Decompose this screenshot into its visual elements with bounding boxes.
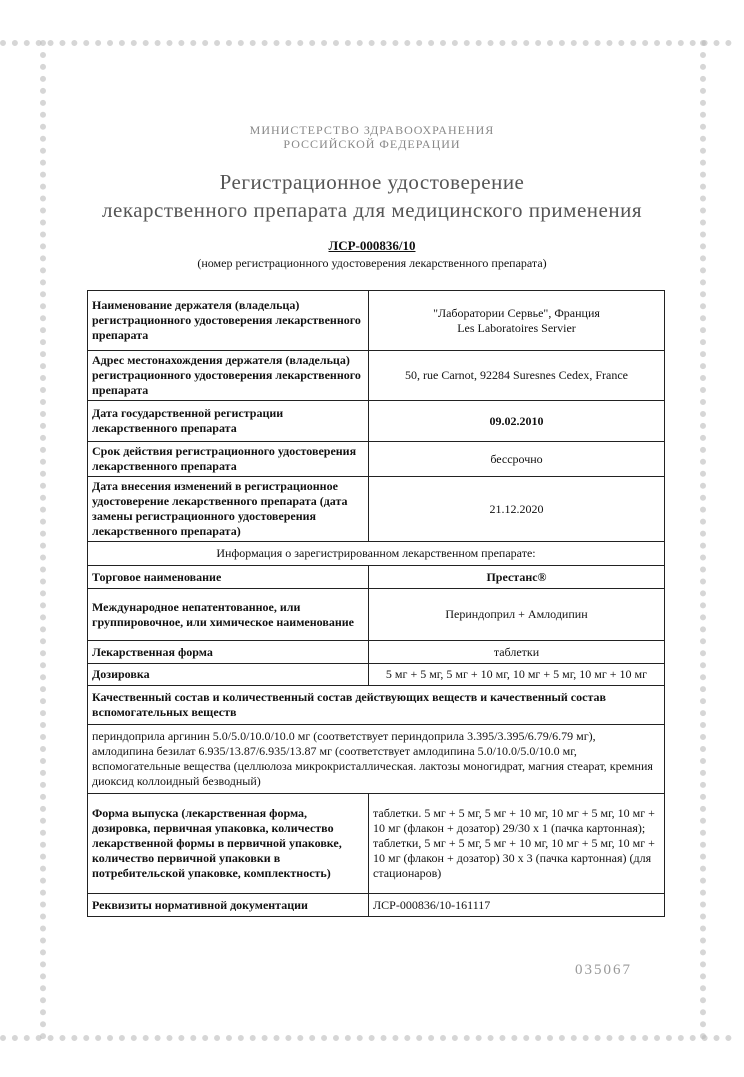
table-row — [88, 641, 665, 664]
table-row — [88, 589, 665, 641]
title-line-2: лекарственного препарата для медицинского применения — [102, 198, 642, 222]
row-value: "Лаборатории Сервье", Франция Les Laboratoires Servier — [369, 291, 665, 351]
row-value: Престанс® — [369, 566, 665, 589]
title-line-1: Регистрационное удостоверение — [219, 170, 525, 194]
table-row — [88, 442, 665, 477]
table-row — [88, 686, 665, 725]
table-row — [88, 477, 665, 542]
row-label: Форма выпуска (лекарственная форма, дозировка, первичная упаковка, количество лекарственной формы в первичной упаковке, количество первичной упаковки в потребительской упаковке, комплектность) — [88, 794, 369, 894]
scan-border-bottom — [0, 1035, 732, 1071]
row-label: Наименование держателя (владельца) регистрационного удостоверения лекарственного препарата — [88, 291, 369, 351]
row-value: 50, rue Carnot, 92284 Suresnes Cedex, France — [369, 351, 665, 401]
row-value: 5 мг + 5 мг, 5 мг + 10 мг, 10 мг + 5 мг, 10 мг + 10 мг — [369, 664, 665, 686]
row-value: бессрочно — [369, 442, 665, 477]
serial-number: 035067 — [575, 962, 632, 978]
scan-border-top — [0, 0, 732, 46]
row-value: 09.02.2010 — [369, 401, 665, 442]
table-row — [88, 351, 665, 401]
table-row — [88, 401, 665, 442]
registration-number: ЛСР-000836/10 — [328, 238, 416, 253]
row-value — [369, 794, 665, 894]
ministry-name — [0, 123, 744, 151]
release-form-2: таблетки, 5 мг + 5 мг, 5 мг + 10 мг, 10 мг + 5 мг, 10 мг + 10 мг (флакон + дозатор) 30 x 3 (пачка картонная) (для стационаров) — [373, 836, 655, 880]
table-row — [88, 664, 665, 686]
row-label: Дата государственной регистрации лекарственного препарата — [88, 401, 369, 442]
span-cell: Качественный состав и количественный состав действующих веществ и качественный состав вспомогательных веществ — [88, 686, 665, 725]
table-row — [88, 566, 665, 589]
row-value: 21.12.2020 — [369, 477, 665, 542]
row-label: Дата внесения изменений в регистрационное удостоверение лекарственного препарата (дата замены регистрационного удостоверения лекарственного препарата) — [88, 477, 369, 542]
ministry-line-2: РОССИЙСКОЙ ФЕДЕРАЦИИ — [283, 137, 461, 151]
registration-number-note: (номер регистрационного удостоверения лекарственного препарата) — [197, 256, 547, 270]
row-value: таблетки — [369, 641, 665, 664]
row-value: ЛСР-000836/10-161117 — [369, 894, 665, 917]
ministry-line-1: МИНИСТЕРСТВО ЗДРАВООХРАНЕНИЯ — [249, 123, 495, 137]
certificate-table — [87, 290, 665, 917]
row-label: Реквизиты нормативной документации — [88, 894, 369, 917]
table-row — [88, 894, 665, 917]
row-value: Периндоприл + Амлодипин — [369, 589, 665, 641]
row-label: Адрес местонахождения держателя (владельца) регистрационного удостоверения лекарственного препарата — [88, 351, 369, 401]
document-title — [0, 168, 744, 224]
table-row — [88, 794, 665, 894]
span-cell: периндоприла аргинин 5.0/5.0/10.0/10.0 мг (соответствует периндоприла 3.395/3.395/6.79/6.79 мг), амлодипина безилат 6.935/13.87/6.935/13.87 мг (соответствует амлодипина 5.0/10.0/5.0/10.0 мг, вспомогательные вещества (целлюлоза микрокристаллическая. лактозы моногидрат, магния стеарат, кремния диоксид коллоидный безводный) — [88, 725, 665, 794]
table-row — [88, 291, 665, 351]
release-form-1: таблетки. 5 мг + 5 мг, 5 мг + 10 мг, 10 мг + 5 мг, 10 мг + 10 мг (флакон + дозатор) 29/30 x 1 (пачка картонная); — [373, 806, 655, 835]
row-label: Дозировка — [88, 664, 369, 686]
row-label: Международное непатентованное, или группировочное, или химическое наименование — [88, 589, 369, 641]
row-label: Лекарственная форма — [88, 641, 369, 664]
span-cell: Информация о зарегистрированном лекарственном препарате: — [88, 542, 665, 566]
table-row — [88, 542, 665, 566]
row-label: Срок действия регистрационного удостоверения лекарственного препарата — [88, 442, 369, 477]
table-row — [88, 725, 665, 794]
row-label: Торговое наименование — [88, 566, 369, 589]
